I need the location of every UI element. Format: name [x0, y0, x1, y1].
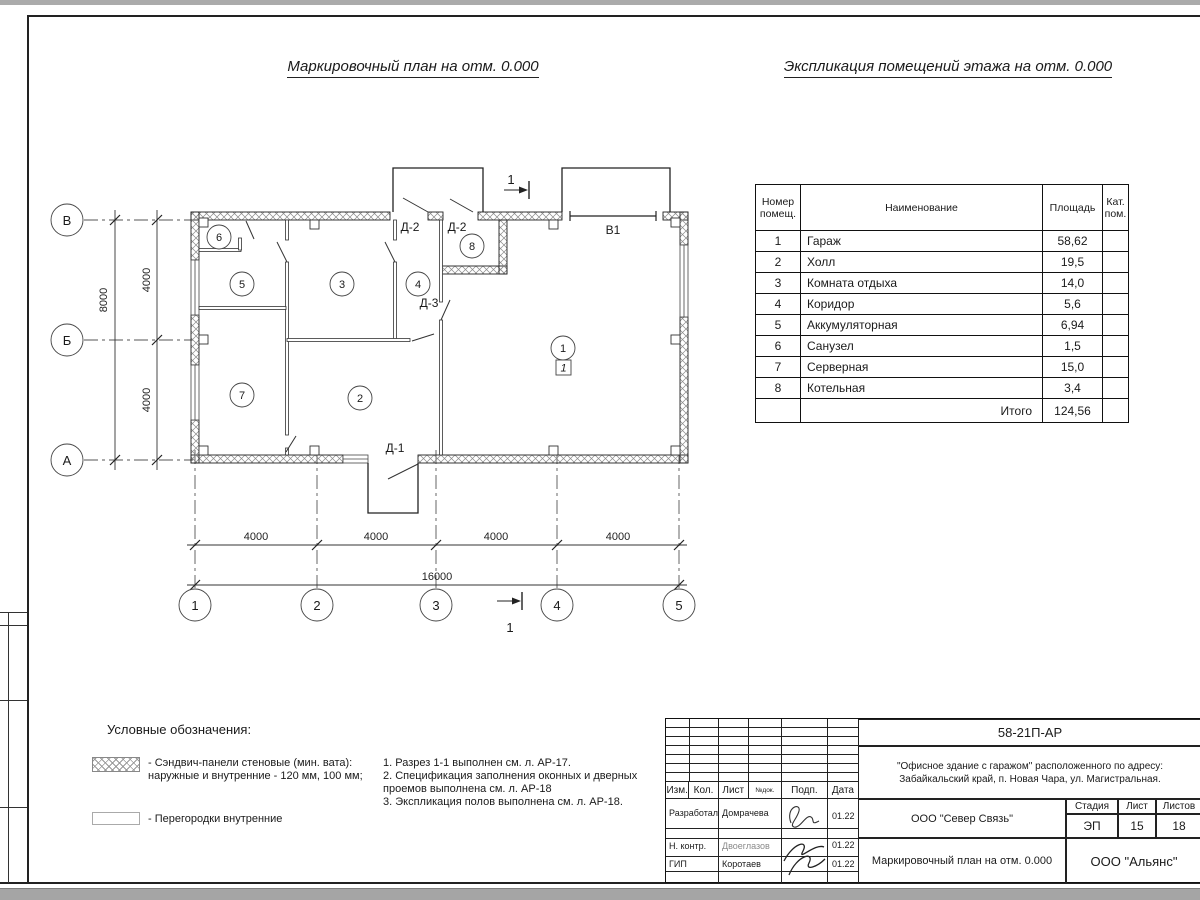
svg-text:1: 1	[560, 362, 567, 375]
title-block	[665, 718, 1200, 883]
door-label: Д-2	[400, 220, 420, 234]
margin-strip-line	[0, 700, 27, 701]
gate-label: В1	[605, 223, 621, 237]
room-category	[1103, 273, 1129, 294]
room-name: Холл	[801, 252, 1043, 273]
room-number: 3	[756, 273, 801, 294]
axis-col-label: 3	[432, 598, 440, 613]
schedule-total-row	[756, 399, 1129, 423]
person-name: Двоеглазов	[722, 841, 770, 851]
axis-col-label: 1	[191, 598, 199, 613]
grid-line	[666, 871, 858, 872]
total-cat	[1103, 399, 1129, 423]
room-name: Санузел	[801, 336, 1043, 357]
dim-total-left: 8000	[98, 287, 110, 313]
doc-number-cell: 58-21П-АР	[858, 719, 1200, 746]
dim-bottom-seg: 4000	[363, 531, 389, 543]
schedule-row	[756, 357, 1129, 378]
sheet-value-cell: 15	[1118, 814, 1156, 838]
room-category	[1103, 315, 1129, 336]
room-name: Серверная	[801, 357, 1043, 378]
room-number: 5	[756, 315, 801, 336]
section-mark-bottom	[497, 592, 522, 635]
garage-gate	[570, 211, 656, 221]
section-mark-top	[504, 172, 529, 199]
room-category	[1103, 357, 1129, 378]
room-name: Аккумуляторная	[801, 315, 1043, 336]
grid-line	[666, 828, 858, 829]
dim-left-seg: 4000	[141, 387, 153, 413]
room-area: 5,6	[1043, 294, 1103, 315]
axis-col-label: 2	[313, 598, 321, 613]
stage-label-cell: Стадия	[1066, 799, 1118, 814]
room-name: Гараж	[801, 231, 1043, 252]
col-data: Дата	[831, 784, 854, 796]
margin-strip-line	[0, 807, 27, 808]
address-line: Забайкальский край, п. Новая Чара, ул. Магистральная.	[899, 773, 1161, 785]
note-line: проемов выполнена см. л. АР-18	[383, 783, 552, 795]
room-number: 8	[756, 378, 801, 399]
room-number: 2	[756, 252, 801, 273]
room-area: 15,0	[1043, 357, 1103, 378]
schedule-row	[756, 252, 1129, 273]
sheets-value-cell: 18	[1156, 814, 1200, 838]
legend-title: Условные обозначения:	[107, 722, 252, 737]
legend-line: наружные и внутренние - 120 мм, 100 мм;	[148, 770, 363, 782]
firm-cell: ООО "Альянс"	[1066, 838, 1200, 884]
room-area: 19,5	[1043, 252, 1103, 273]
room-area: 1,5	[1043, 336, 1103, 357]
schedule-header-cat: Кат. пом.	[1103, 185, 1129, 231]
company-cell: ООО "Север Связь"	[858, 799, 1066, 838]
axis-bubble-labels	[63, 213, 683, 613]
plan-title: Маркировочный план на отм. 0.000	[240, 58, 586, 78]
signature-header-row	[666, 781, 858, 799]
person-name: Коротаев	[722, 859, 761, 869]
sheets-label-cell: Листов	[1156, 799, 1200, 814]
room-name: Котельная	[801, 378, 1043, 399]
room-area: 6,94	[1043, 315, 1103, 336]
stage-value-cell: ЭП	[1066, 814, 1118, 838]
role-label: Н. контр.	[669, 841, 707, 851]
role-label: ГИП	[669, 859, 687, 869]
legend-swatch-partition	[92, 812, 140, 825]
schedule-row	[756, 231, 1129, 252]
col-kol: Кол.	[689, 782, 718, 798]
grid-line	[666, 838, 858, 839]
room-mark: 8	[468, 241, 476, 253]
sheet-label-cell: Лист	[1118, 799, 1156, 814]
col-ndok: №док.	[749, 782, 782, 798]
axis-col-label: 4	[553, 598, 561, 613]
note-line: 2. Спецификация заполнения оконных и дверных	[383, 770, 638, 782]
role-label: Разработал	[669, 808, 718, 818]
schedule-row	[756, 294, 1129, 315]
room-mark: 5	[238, 279, 246, 291]
room-mark: 1	[559, 343, 567, 355]
axis-row-label: А	[62, 453, 72, 468]
room-category	[1103, 252, 1129, 273]
room-mark: 2	[356, 393, 364, 405]
sign-date: 01.22	[832, 840, 855, 850]
room-area: 58,62	[1043, 231, 1103, 252]
room-number: 6	[756, 336, 801, 357]
dim-total-bottom: 16000	[421, 571, 453, 583]
note-line: 3. Экспликация полов выполнена см. л. АР-18.	[383, 796, 623, 808]
sign-date: 01.22	[832, 859, 855, 869]
room-category	[1103, 231, 1129, 252]
dim-bottom-seg: 4000	[483, 531, 509, 543]
schedule-header-area: Площадь	[1043, 185, 1103, 231]
person-name: Домрачева	[722, 808, 769, 818]
schedule-row	[756, 273, 1129, 294]
legend-line: - Сэндвич-панели стеновые (мин. вата):	[148, 757, 353, 769]
svg-text:1: 1	[506, 620, 514, 635]
room-area: 14,0	[1043, 273, 1103, 294]
scan-edge-bottom	[0, 888, 1200, 900]
room-area: 3,4	[1043, 378, 1103, 399]
col-list: Лист	[719, 782, 749, 798]
room-name: Коридор	[801, 294, 1043, 315]
axis-row-label: В	[62, 213, 72, 228]
total-value: 124,56	[1043, 399, 1103, 423]
room-mark-labels	[216, 232, 566, 405]
schedule-row	[756, 315, 1129, 336]
door-label: Д-3	[419, 296, 439, 310]
room-mark: 3	[338, 279, 346, 291]
address-line: "Офисное здание с гаражом" расположенного по адресу:	[896, 760, 1164, 772]
schedule-title: Экспликация помещений этажа на отм. 0.000	[760, 58, 1136, 78]
project-address-cell	[858, 746, 1200, 799]
room-number: 4	[756, 294, 801, 315]
schedule-header-name: Наименование	[801, 185, 1043, 231]
col-podp: Подп.	[782, 782, 828, 798]
notes	[383, 757, 643, 809]
grid-line	[666, 856, 858, 857]
legend-item-sandwich-panel	[148, 757, 408, 783]
room-category	[1103, 378, 1129, 399]
total-empty	[756, 399, 801, 423]
sign-date: 01.22	[832, 811, 855, 821]
room-number: 7	[756, 357, 801, 378]
room-schedule-table	[755, 184, 1129, 423]
room-mark: 6	[215, 232, 223, 244]
revision-grid	[666, 719, 858, 781]
signature-rows	[666, 799, 858, 884]
dim-bottom-seg: 4000	[605, 531, 631, 543]
legend-swatch-sandwich-panel	[92, 757, 140, 772]
svg-text:1: 1	[507, 172, 515, 187]
floor-type-mark	[556, 360, 571, 375]
room-category	[1103, 336, 1129, 357]
door-label: Д-1	[385, 441, 405, 455]
schedule-header-num: Номер помещ.	[756, 185, 801, 231]
total-label: Итого	[801, 399, 1043, 423]
room-mark: 4	[414, 279, 422, 291]
room-mark: 7	[238, 390, 246, 402]
dim-left-seg: 4000	[141, 267, 153, 293]
room-name: Комната отдыха	[801, 273, 1043, 294]
schedule-row	[756, 336, 1129, 357]
signature-scribbles	[781, 799, 827, 884]
axis-row-label: Б	[62, 333, 72, 348]
legend-item-partition: - Перегородки внутренние	[148, 813, 283, 825]
room-category	[1103, 294, 1129, 315]
schedule-header-row	[756, 185, 1129, 231]
room-number: 1	[756, 231, 801, 252]
partitions	[199, 220, 443, 455]
dim-bottom-seg: 4000	[243, 531, 269, 543]
note-line: 1. Разрез 1-1 выполнен см. л. АР-17.	[383, 757, 571, 769]
dimension-labels	[98, 268, 630, 583]
room-mark-bubbles	[207, 225, 575, 410]
axis-col-label: 5	[675, 598, 683, 613]
sheet-title-cell: Маркировочный план на отм. 0.000	[858, 838, 1066, 884]
schedule-row	[756, 378, 1129, 399]
door-label: Д-2	[447, 220, 467, 234]
dimension-lines	[115, 210, 687, 585]
col-izm: Изм.	[666, 782, 689, 798]
